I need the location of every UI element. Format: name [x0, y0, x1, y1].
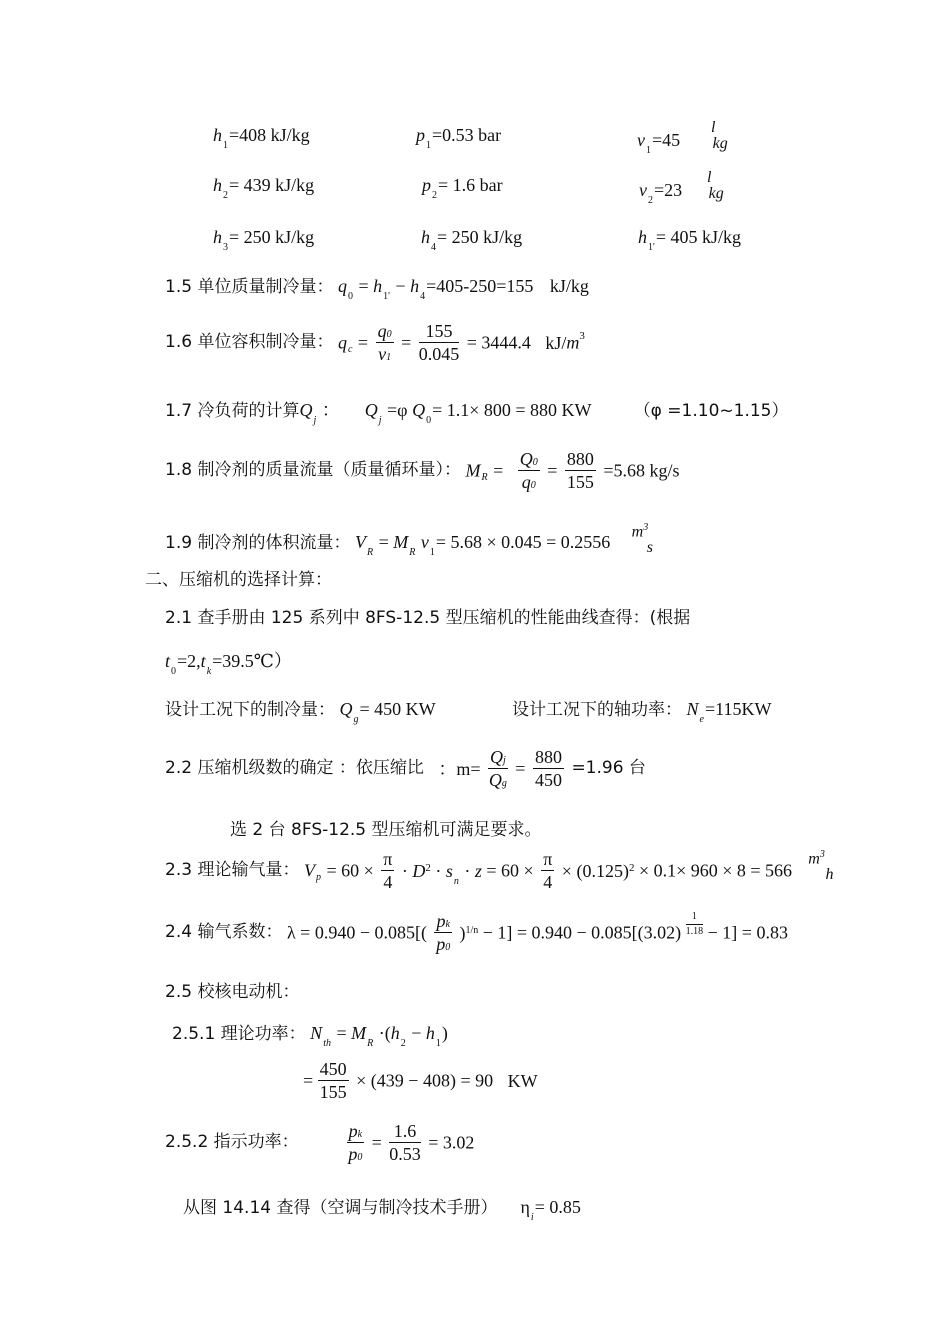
section-2-5-2: 2.5.2 指示功率： $\frac{pk}{p0}$ = $\frac{1.6}{0.53}$ = 3.02 — [165, 1121, 475, 1164]
section-2-5-1: 2.5.1 理论功率： $N_{th} = M_R \cdot(h_2 - h_1)$ — [172, 1023, 448, 1049]
section-1-8: 1.8 制冷剂的质量流量（质量循环量）： $M_R$ = $\frac{Q0}{q0}$ = $\frac{880}{155}$ =5.68 kg/s — [165, 449, 680, 492]
section-2-1-line1: 2.1 查手册由 125 系列中 8FS-12.5 型压缩机的性能曲线查得：(根据 — [165, 608, 691, 628]
section-1-9: 1.9 制冷剂的体积流量： $V_R = M_R$ $v_1= 5.68 \times 0.045 = 0.2556$ $m^3$ s — [165, 522, 654, 558]
param-h2: $h_2= 439$ kJ/kg — [213, 175, 315, 201]
section-2-5-1-calc: = $\frac{450}{155}$ × (439 − 408) = 90 KW — [303, 1059, 538, 1102]
param-h1: $h_1=408$ kJ/kg — [213, 125, 310, 151]
section-1-6: 1.6 单位容积制冷量： $q_c$ = $\frac{q0}{v1}$ = $\frac{155}{0.045}$ = 3444.4 $kJ/m^3$ — [165, 321, 585, 364]
section-2-1-line2: $t_0=2,t_k=39.5℃$） — [165, 651, 292, 677]
param-h1-prime: $h_{1'}= 405$ kJ/kg — [638, 227, 741, 253]
section-eta: 从图 14.14 查得（空调与制冷技术手册） $\eta_i= 0.85$ — [183, 1197, 581, 1223]
section-2-1-qg: 设计工况下的制冷量： $Q_g= 450$ KW — [165, 699, 436, 725]
section-2-1-ne: 设计工况下的轴功率： $N_e=115KW$ — [512, 699, 772, 725]
param-v1: $v_1=45$ l kg — [637, 119, 728, 157]
param-h4: $h_4= 250$ kJ/kg — [421, 227, 523, 253]
section-2-2-choose: 选 2 台 8FS-12.5 型压缩机可满足要求。 — [230, 820, 542, 840]
section-1-7: 1.7 冷负荷的计算$Q_j$ ： $Q_j =\varphi$ $Q_0= 1.1\times 800 = 880$ KW （φ =1.10~1.15） — [165, 400, 789, 426]
param-h3: $h_3= 250$ kJ/kg — [213, 227, 315, 253]
section-1-5: 1.5 单位质量制冷量： $q_0 = h_{1'} - h_4=405-250=155$ kJ/kg — [165, 276, 589, 302]
section-2-4: 2.4 输气系数： λ = 0.940 − 0.085[( $\frac{pk}{p0}$ )$^{1/n}$ − 1] = 0.940 − 0.085[(3.02) $\frac{1}{1.18}$ − 1] = 0.83 — [165, 911, 788, 954]
param-p2: $p_2= 1.6$ bar — [422, 175, 503, 201]
section-2-3: 2.3 理论输气量： $V_p = 60$ × $\frac{\pi}{4}$ · $D^2 \cdot s_n \cdot z = 60$ × $\frac{\pi}{4}$ × $(0.125)^2 \times 0.1\times 960 \times 8 = 566$ $m^3$ h — [165, 848, 834, 892]
section-2-5: 2.5 校核电动机： — [165, 982, 300, 1002]
param-v2: $v_2=23$ l kg — [639, 169, 724, 207]
section-2-title: 二、压缩机的选择计算： — [145, 570, 332, 590]
section-2-2: 2.2 压缩机级数的确定 ：依压缩比 ：m= $\frac{Qj}{Qg}$ = $\frac{880}{450}$ =1.96 台 — [165, 747, 646, 790]
param-p1: $p_1=0.53$ bar — [416, 125, 502, 151]
